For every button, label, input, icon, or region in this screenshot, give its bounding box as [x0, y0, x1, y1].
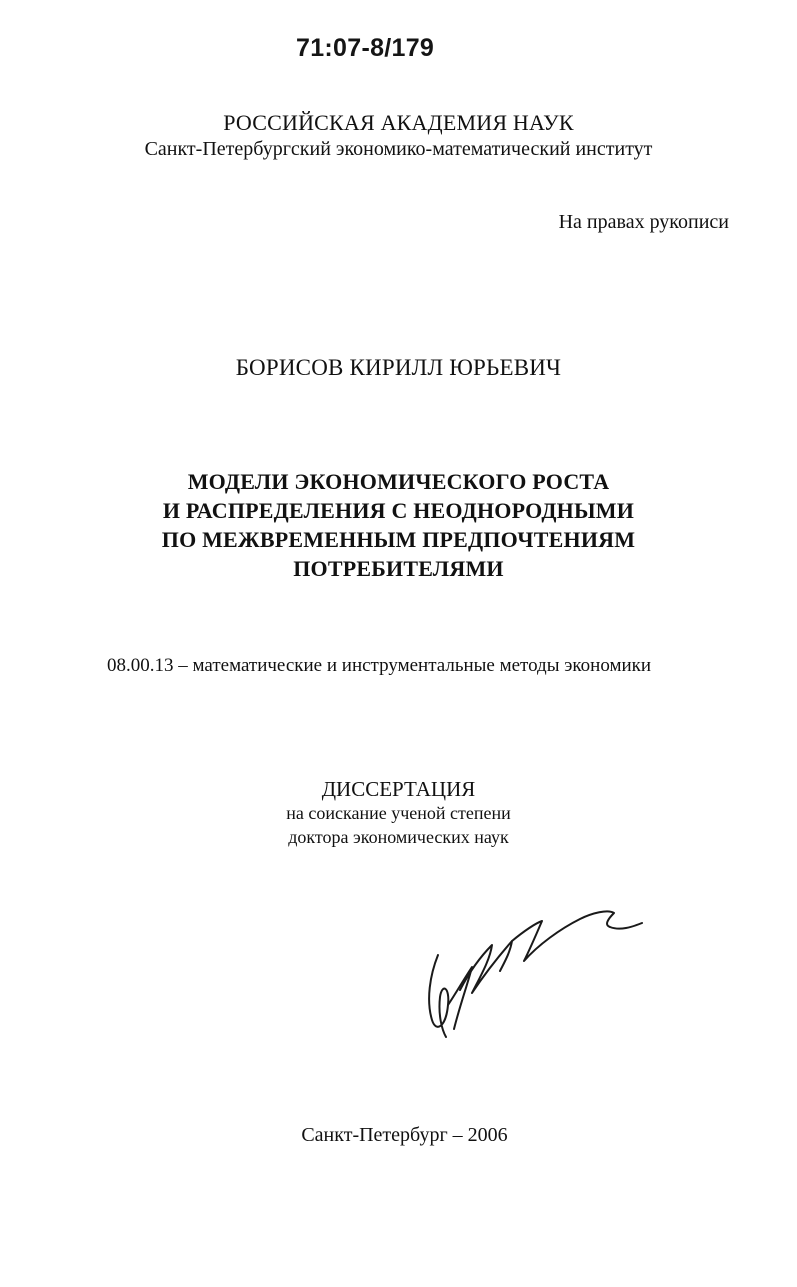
- place-year: Санкт-Петербург – 2006: [301, 1124, 508, 1146]
- academy-name: РОССИЙСКАЯ АКАДЕМИЯ НАУК: [223, 110, 574, 135]
- title-line: МОДЕЛИ ЭКОНОМИЧЕСКОГО РОСТА: [187, 469, 610, 494]
- author-name: БОРИСОВ КИРИЛЛ ЮРЬЕВИЧ: [235, 355, 562, 380]
- institute-name: Санкт-Петербургский экономико-математический институт: [144, 138, 653, 160]
- title-line: ПО МЕЖВРЕМЕННЫМ ПРЕДПОЧТЕНИЯМ: [161, 527, 636, 552]
- rights-note: На правах рукописи: [558, 211, 729, 233]
- degree-line-1: на соискание ученой степени: [286, 803, 511, 823]
- title-line: ПОТРЕБИТЕЛЯМИ: [293, 556, 504, 581]
- thesis-title: [0, 467, 797, 583]
- handwritten-signature-icon: [420, 905, 650, 1050]
- degree-line-2: доктора экономических наук: [288, 827, 509, 847]
- catalog-number: 71:07-8/179: [296, 34, 435, 62]
- thesis-type: ДИССЕРТАЦИЯ: [321, 777, 476, 801]
- specialty-code: 08.00.13 – математические и инструментальные методы экономики: [107, 655, 652, 676]
- thesis-block: [0, 777, 797, 849]
- title-line: И РАСПРЕДЕЛЕНИЯ С НЕОДНОРОДНЫМИ: [162, 498, 635, 523]
- signature-strokes: [429, 911, 642, 1037]
